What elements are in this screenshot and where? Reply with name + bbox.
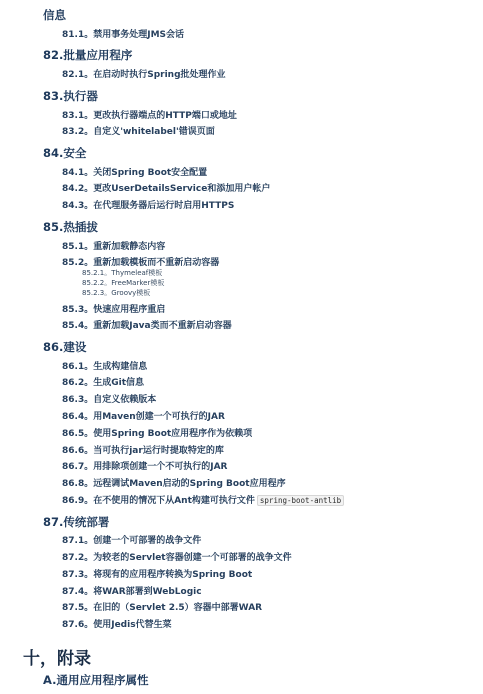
- item-title: Thymeleaf模板: [111, 269, 163, 277]
- item-title: 在不使用的情况下从Ant构建可执行文件: [93, 496, 255, 506]
- toc-item-86-7[interactable]: [62, 459, 227, 472]
- toc-item-81-1[interactable]: [62, 27, 184, 40]
- item-title: 远程调试Maven启动的Spring Boot应用程序: [93, 479, 286, 489]
- item-title: 为较老的Servlet容器创建一个可部署的战争文件: [93, 553, 292, 563]
- item-number: 86.9。: [62, 496, 94, 506]
- toc-item-83-1[interactable]: [62, 108, 237, 121]
- item-number: 86.8。: [62, 479, 94, 489]
- section-87-heading[interactable]: 87.传统部署: [43, 515, 110, 529]
- toc-item-87-1[interactable]: [62, 533, 201, 546]
- item-title: 重新加载模板而不重新启动容器: [93, 258, 220, 268]
- item-title: 更改UserDetailsService和添加用户帐户: [93, 184, 271, 194]
- item-number: 82.1。: [62, 70, 94, 80]
- item-title: 在旧的（Servlet 2.5）容器中部署WAR: [93, 603, 263, 613]
- item-number: 81.1。: [62, 30, 94, 40]
- toc-item-85-1[interactable]: [62, 239, 165, 252]
- toc-item-87-6[interactable]: [62, 617, 172, 630]
- item-number: 87.1。: [62, 536, 94, 546]
- toc-item-87-5[interactable]: [62, 600, 262, 613]
- item-title: 使用Jedis代替生菜: [93, 620, 172, 630]
- item-title: 自定义'whitelabel'错误页面: [93, 127, 215, 137]
- toc-item-86-4[interactable]: [62, 409, 225, 422]
- item-number: 86.5。: [62, 429, 94, 439]
- item-title: 快速应用程序重启: [93, 305, 166, 315]
- item-title: 重新加载静态内容: [93, 242, 166, 252]
- item-title: 用排除项创建一个不可执行的JAR: [93, 462, 228, 472]
- item-number: 85.2.3。: [82, 289, 112, 297]
- item-number: 87.6。: [62, 620, 94, 630]
- toc-item-86-6[interactable]: [62, 443, 224, 456]
- item-title: 在启动时执行Spring批处理作业: [93, 70, 226, 80]
- toc-subitem-85-2-2[interactable]: [82, 278, 164, 288]
- toc-item-86-3[interactable]: [62, 392, 156, 405]
- toc-item-87-3[interactable]: [62, 567, 252, 580]
- item-number: 84.3。: [62, 201, 94, 211]
- item-number: 87.3。: [62, 570, 94, 580]
- item-number: 84.1。: [62, 168, 94, 178]
- toc-item-84-3[interactable]: [62, 198, 234, 211]
- item-number: 85.2。: [62, 258, 94, 268]
- item-title: 用Maven创建一个可执行的JAR: [93, 412, 225, 422]
- item-title: 更改执行器端点的HTTP端口或地址: [93, 111, 237, 121]
- item-title: FreeMarker模板: [111, 279, 165, 287]
- section-86-heading[interactable]: 86.建设: [43, 340, 87, 354]
- toc-subitem-85-2-1[interactable]: [82, 268, 162, 278]
- section-83-heading[interactable]: 83.执行器: [43, 89, 98, 103]
- item-title: 当可执行jar运行时提取特定的库: [93, 446, 224, 456]
- toc-item-85-4[interactable]: [62, 318, 232, 331]
- item-number: 85.2.2。: [82, 279, 112, 287]
- item-title: 在代理服务器后运行时启用HTTPS: [93, 201, 235, 211]
- item-number: 87.4。: [62, 587, 94, 597]
- item-number: 86.3。: [62, 395, 94, 405]
- item-number: 86.2。: [62, 378, 94, 388]
- item-number: 85.4。: [62, 321, 94, 331]
- item-title: 使用Spring Boot应用程序作为依赖项: [93, 429, 253, 439]
- toc-item-86-5[interactable]: [62, 426, 252, 439]
- item-title: 关闭Spring Boot安全配置: [93, 168, 208, 178]
- item-number: 86.1。: [62, 362, 94, 372]
- item-number: 86.6。: [62, 446, 94, 456]
- toc-item-85-3[interactable]: [62, 302, 165, 315]
- toc-item-87-2[interactable]: [62, 550, 292, 563]
- code-literal: spring-boot-antlib: [257, 495, 344, 506]
- item-number: 85.3。: [62, 305, 94, 315]
- item-number: 83.2。: [62, 127, 94, 137]
- item-title: 生成构建信息: [93, 362, 148, 372]
- item-number: 85.2.1。: [82, 269, 112, 277]
- section-82-heading[interactable]: 82.批量应用程序: [43, 48, 133, 62]
- item-number: 84.2。: [62, 184, 94, 194]
- section-85-heading[interactable]: 85.热插拔: [43, 220, 98, 234]
- item-number: 87.2。: [62, 553, 94, 563]
- item-title: 重新加载Java类而不重新启动容器: [93, 321, 232, 331]
- item-title: 生成Git信息: [93, 378, 144, 388]
- section-81-heading[interactable]: 信息: [43, 8, 66, 22]
- item-number: 87.5。: [62, 603, 94, 613]
- item-title: 自定义依赖版本: [93, 395, 157, 405]
- part-heading[interactable]: 十，附录: [23, 649, 91, 669]
- toc-item-87-4[interactable]: [62, 584, 202, 597]
- toc-item-84-1[interactable]: [62, 165, 207, 178]
- toc-item-82-1[interactable]: [62, 67, 226, 80]
- item-number: 86.4。: [62, 412, 94, 422]
- toc-subitem-85-2-3[interactable]: [82, 288, 150, 298]
- item-number: 86.7。: [62, 462, 94, 472]
- item-number: 83.1。: [62, 111, 94, 121]
- toc-item-83-2[interactable]: [62, 124, 215, 137]
- item-number: 85.1。: [62, 242, 94, 252]
- toc-item-86-1[interactable]: [62, 359, 147, 372]
- appendix-a-heading[interactable]: A.通用应用程序属性: [43, 673, 149, 687]
- item-title: 创建一个可部署的战争文件: [93, 536, 202, 546]
- item-title: Groovy模板: [111, 289, 151, 297]
- section-84-heading[interactable]: 84.安全: [43, 146, 87, 160]
- toc-item-86-8[interactable]: [62, 476, 286, 489]
- toc-item-86-2[interactable]: [62, 375, 144, 388]
- toc-item-84-2[interactable]: [62, 181, 270, 194]
- item-title: 禁用事务处理JMS会话: [93, 30, 185, 40]
- toc-item-85-2[interactable]: [62, 255, 219, 268]
- item-title: 将WAR部署到WebLogic: [93, 587, 202, 597]
- toc-item-86-9[interactable]: [62, 493, 344, 506]
- item-title: 将现有的应用程序转换为Spring Boot: [93, 570, 253, 580]
